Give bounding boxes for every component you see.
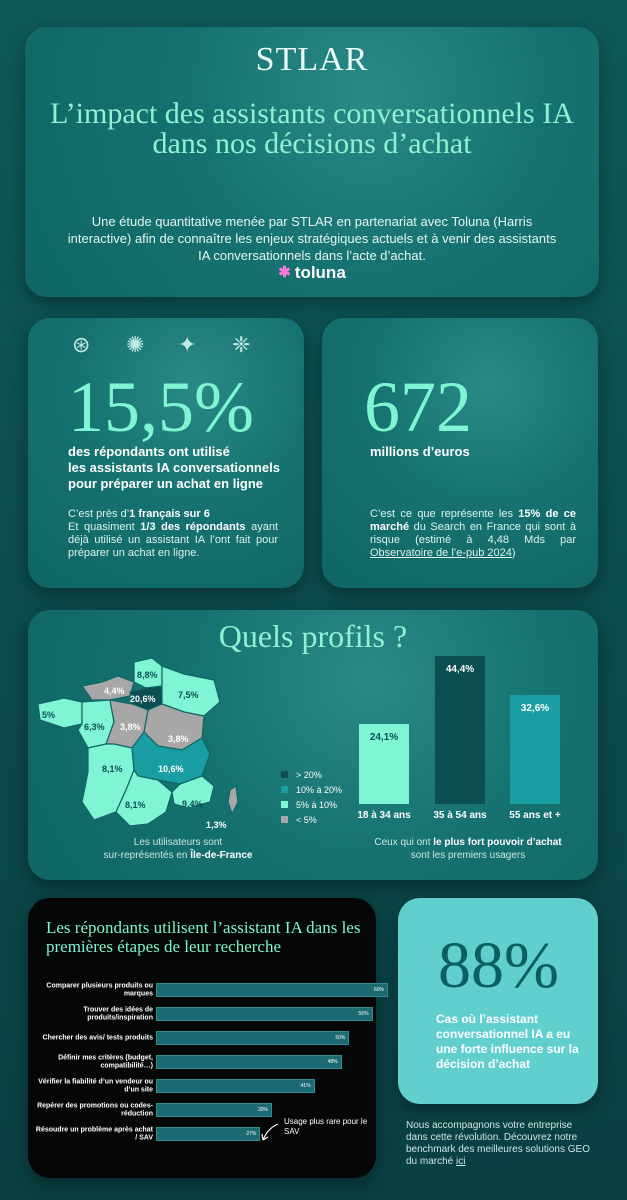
research-row-bar bbox=[156, 1127, 260, 1141]
research-row-label: Repérer des promotions ou codes-réduction bbox=[37, 1102, 153, 1117]
france-map bbox=[34, 652, 244, 832]
map-label-nouvelle-aquitaine: 8,1% bbox=[102, 764, 123, 774]
market-body: C’est ce que représente les 15% de ce marché du Search en France qui sont à risque (estimé à 4,48 Mds par Observatoire de l’e-pub 2024) bbox=[370, 508, 577, 559]
stat-card-usage bbox=[28, 318, 304, 588]
research-row-value: 41% bbox=[300, 1083, 311, 1089]
usage-body-2: Et quasiment 1/3 des répondants ayant déjà utilisé un assistant IA l’ont fait pour préparer un achat en ligne. bbox=[68, 521, 278, 559]
age-bar-category: 18 à 34 ans bbox=[357, 810, 411, 821]
bar-caption: Ceux qui ont le plus fort pouvoir d’achat sont les premiers usagers bbox=[374, 837, 562, 861]
research-row bbox=[28, 978, 384, 1002]
influence-percent: 88% bbox=[438, 929, 559, 1002]
research-row-value: 56% bbox=[358, 1011, 369, 1017]
research-row-bar bbox=[156, 1079, 315, 1093]
map-label-occitanie: 8,1% bbox=[125, 800, 146, 810]
research-row bbox=[28, 1074, 376, 1098]
age-bar bbox=[510, 695, 560, 804]
map-label-auvergne: 10,6% bbox=[158, 764, 184, 774]
arrow-icon bbox=[258, 1120, 282, 1144]
map-label-bourgogne: 3,8% bbox=[168, 734, 189, 744]
age-bar-value: 32,6% bbox=[520, 703, 550, 715]
benchmark-link[interactable]: ici bbox=[456, 1156, 466, 1167]
research-row-bar bbox=[156, 1031, 349, 1045]
map-label-centre: 3,8% bbox=[120, 722, 141, 732]
research-row-value: 27% bbox=[246, 1131, 257, 1137]
map-label-grand-est: 7,5% bbox=[178, 690, 199, 700]
research-row-label: Comparer plusieurs produits ou marques bbox=[46, 982, 153, 997]
profiles-card bbox=[28, 610, 598, 880]
age-bar-value: 44,4% bbox=[445, 664, 475, 675]
toluna-logo: ✱ toluna bbox=[278, 263, 346, 282]
profiles-title: Quels profils ? bbox=[218, 618, 408, 654]
age-bar-value: 24,1% bbox=[369, 731, 399, 743]
legend-item: 5% à 10% bbox=[281, 797, 342, 812]
observatoire-link[interactable]: Observatoire de l’e-pub 2024 bbox=[370, 547, 512, 559]
map-label-corse: 1,3% bbox=[206, 820, 227, 830]
map-label-hauts-de-france: 8,8% bbox=[137, 670, 158, 680]
research-row-label: Chercher des avis/ tests produits bbox=[42, 1034, 153, 1042]
legend-item: > 20% bbox=[281, 767, 342, 782]
age-bar bbox=[359, 724, 409, 804]
ai-logos-row bbox=[72, 332, 272, 360]
map-label-bretagne: 5% bbox=[42, 710, 56, 720]
gemini-icon: ✦ bbox=[178, 332, 197, 357]
map-label-normandie: 4,4% bbox=[104, 686, 125, 696]
legend-item: 10% à 20% bbox=[281, 782, 342, 797]
research-row-value: 30% bbox=[257, 1107, 268, 1113]
research-row bbox=[28, 1002, 376, 1026]
research-card bbox=[28, 898, 384, 1178]
research-row-bar bbox=[156, 1055, 342, 1069]
map-legend bbox=[281, 767, 342, 827]
toluna-mark-icon: ✱ bbox=[278, 264, 291, 281]
research-row bbox=[28, 1026, 376, 1050]
openai-icon: ⊛ bbox=[72, 332, 91, 357]
map-label-ile-de-france: 20,6% bbox=[130, 694, 156, 704]
research-row-value: 60% bbox=[373, 987, 384, 993]
usage-percent: 15,5% bbox=[68, 367, 254, 447]
research-row-bar bbox=[156, 1007, 373, 1021]
stlar-logo: STLAR bbox=[255, 41, 369, 78]
region-corse bbox=[228, 786, 238, 814]
market-value: 672 bbox=[364, 367, 472, 447]
legend-item: < 5% bbox=[281, 812, 342, 827]
claude-icon: ✺ bbox=[126, 332, 145, 357]
map-label-pays-de-la-loire: 6,3% bbox=[84, 722, 105, 732]
research-row-label: Définir mes critères (budget, compatibilité…) bbox=[58, 1054, 153, 1069]
research-row-bar bbox=[156, 983, 388, 997]
page-title: L’impact des assistants conversationnels IA dans nos décisions d’achat bbox=[50, 97, 574, 160]
page-subtitle: Une étude quantitative menée par STLAR en partenariat avec Toluna (Harris interactive) afin de connaître les enjeux stratégiques actuels et à venir des assistants IA conversationnels dans l’acte d’achat. bbox=[67, 214, 557, 263]
header-card bbox=[25, 27, 599, 297]
research-row-label: Vérifier la fiabilité d’un vendeur ou d’un site bbox=[38, 1078, 153, 1093]
usage-body-1: C’est près d’1 français sur 6 bbox=[68, 508, 210, 520]
research-row-label: Trouver des idées de produits/inspiration bbox=[83, 1006, 153, 1021]
research-row-bar bbox=[156, 1103, 272, 1117]
research-row-value: 50% bbox=[335, 1035, 346, 1041]
research-row bbox=[28, 1050, 376, 1074]
age-bar-category: 55 ans et + bbox=[509, 810, 561, 821]
perplexity-icon: ❈ bbox=[232, 332, 251, 357]
research-row-value: 48% bbox=[327, 1059, 338, 1065]
stat-card-market bbox=[322, 318, 598, 588]
sav-note: Usage plus rare pour le SAV bbox=[284, 1117, 368, 1136]
influence-text: Cas où l’assistant conversationnel IA a eu une forte influence sur la décision d’achat bbox=[436, 1012, 579, 1071]
influence-card bbox=[398, 898, 598, 1104]
map-label-paca: 9,4% bbox=[182, 799, 203, 809]
map-caption: Les utilisateurs sont sur-représentés en Île-de-France bbox=[103, 837, 253, 861]
research-title: Les répondants utilisent l’assistant IA dans les premières étapes de leur recherche bbox=[46, 918, 361, 956]
footer-text: Nous accompagnons votre entreprise dans cette révolution. Découvrez notre benchmark des meilleures solutions GEO du marché ici bbox=[406, 1120, 590, 1167]
usage-headline: des répondants ont utilisé les assistants IA conversationnels pour préparer un achat en ligne bbox=[68, 444, 280, 491]
age-bar-category: 35 à 54 ans bbox=[433, 810, 487, 821]
age-bar bbox=[435, 656, 485, 804]
market-headline: millions d’euros bbox=[370, 444, 470, 459]
research-row-label: Résoudre un problème après achat / SAV bbox=[35, 1126, 153, 1141]
